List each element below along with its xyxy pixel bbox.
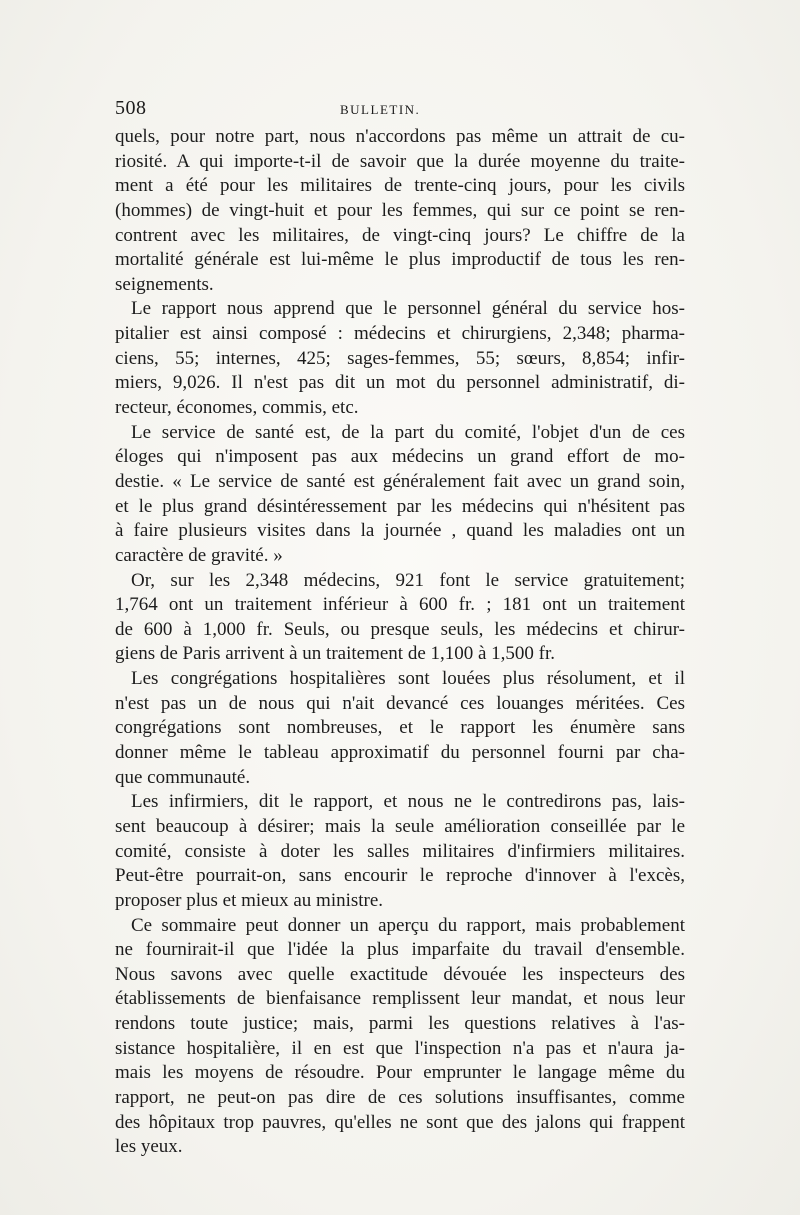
text-line: riosité. A qui importe-t-il de savoir que la durée moyenne du traite- [115, 150, 685, 172]
text-line: rapport, ne peut-on pas dire de ces solutions insuffisantes, comme [115, 1086, 685, 1108]
text-line: de 600 à 1,000 fr. Seuls, ou presque seuls, les médecins et chirur- [115, 618, 685, 640]
text-line: sistance hospitalière, il en est que l'inspection n'a pas et n'aura ja- [115, 1037, 685, 1059]
text-line: Peut-être pourrait-on, sans encourir le reproche d'innover à l'excès, [115, 865, 685, 887]
text-line: des hôpitaux trop pauvres, qu'elles ne sont que des jalons qui frappent [115, 1111, 685, 1133]
text-line: contrent avec les militaires, de vingt-cinq jours? Le chiffre de la [115, 224, 685, 246]
text-line: Les infirmiers, dit le rapport, et nous ne le contredirons pas, lais- [131, 791, 685, 813]
page-number: 508 [115, 97, 147, 119]
text-line: congrégations sont nombreuses, et le rapport les énumère sans [115, 717, 685, 739]
text-line: destie. « Le service de santé est généralement fait avec un grand soin, [115, 470, 685, 492]
text-line: Le rapport nous apprend que le personnel général du service hos- [131, 298, 685, 320]
text-line: caractère de gravité. » [115, 544, 283, 566]
text-line: ne fournirait-il que l'idée la plus imparfaite du travail d'ensemble. [115, 939, 685, 961]
text-line: et le plus grand désintéressement par les médecins qui n'hésitent pas [115, 495, 685, 517]
text-line: recteur, économes, commis, etc. [115, 397, 359, 419]
text-line: rendons toute justice; mais, parmi les questions relatives à l'as- [115, 1013, 685, 1035]
text-line: donner même le tableau approximatif du personnel fourni par cha- [115, 742, 685, 764]
text-line: 1,764 ont un traitement inférieur à 600 fr. ; 181 ont un traitement [115, 594, 685, 616]
text-line: (hommes) de vingt-huit et pour les femmes, qui sur ce point se ren- [115, 199, 685, 221]
text-line: Le service de santé est, de la part du comité, l'objet d'un de ces [131, 421, 685, 443]
text-line: éloges qui n'imposent pas aux médecins un grand effort de mo- [115, 446, 685, 468]
text-line: ment a été pour les militaires de trente-cinq jours, pour les civils [115, 175, 685, 197]
text-line: que communauté. [115, 766, 251, 788]
text-line: sent beaucoup à désirer; mais la seule amélioration conseillée par le [115, 815, 685, 837]
text-line: seignements. [115, 273, 214, 295]
text-line: Ce sommaire peut donner un aperçu du rapport, mais probablement [131, 914, 685, 936]
page-header [115, 97, 685, 121]
text-line: quels, pour notre part, nous n'accordons pas même un attrait de cu- [115, 126, 685, 147]
text-line: les yeux. [115, 1136, 183, 1158]
text-line: Les congrégations hospitalières sont louées plus résolument, et il [131, 668, 685, 690]
text-line: giens de Paris arrivent à un traitement de 1,100 à 1,500 fr. [115, 643, 556, 665]
text-line: proposer plus et mieux au ministre. [115, 889, 384, 911]
text-line: mais les moyens de résoudre. Pour emprunter le langage même du [115, 1062, 685, 1084]
text-line: ciens, 55; internes, 425; sages-femmes, 55; sœurs, 8,854; infir- [115, 347, 685, 369]
text-line: pitalier est ainsi composé : médecins et chirurgiens, 2,348; pharma- [115, 323, 685, 345]
running-head: BULLETIN. [340, 102, 421, 117]
text-line: n'est pas un de nous qui n'ait devancé ces louanges méritées. Ces [115, 692, 685, 714]
text-line: Nous savons avec quelle exactitude dévouée les inspecteurs des [115, 963, 685, 985]
body-text [115, 125, 685, 1160]
text-line: comité, consiste à doter les salles militaires d'infirmiers militaires. [115, 840, 685, 862]
text-line: établissements de bienfaisance remplissent leur mandat, et nous leur [115, 988, 685, 1010]
text-line: à faire plusieurs visites dans la journée , quand les maladies ont un [115, 520, 685, 542]
text-line: Or, sur les 2,348 médecins, 921 font le service gratuitement; [131, 569, 685, 591]
text-line: miers, 9,026. Il n'est pas dit un mot du personnel administratif, di- [115, 372, 685, 394]
text-line: mortalité générale est lui-même le plus improductif de tous les ren- [115, 249, 685, 271]
